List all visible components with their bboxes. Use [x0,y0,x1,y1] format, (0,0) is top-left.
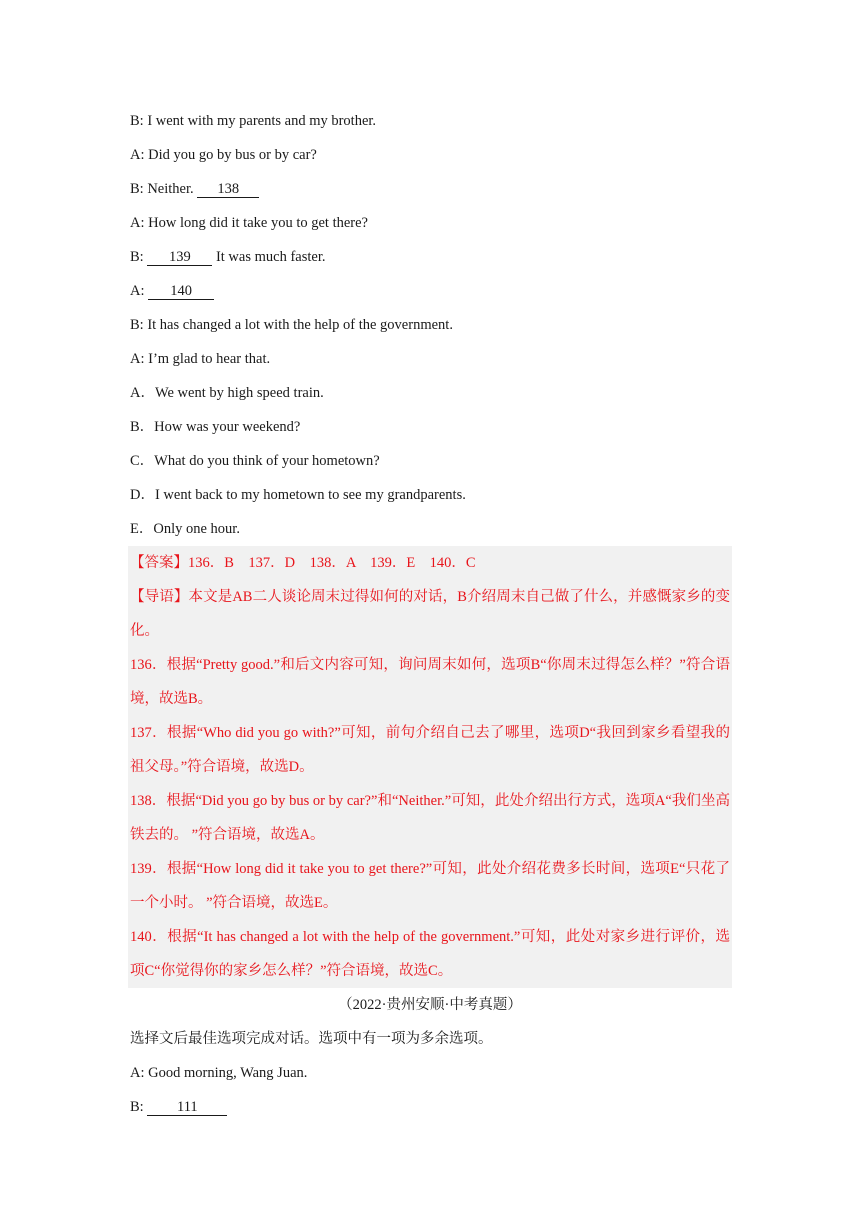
blank-139: 139 [147,249,212,266]
dialogue-line-111: B: 111 [130,1090,730,1124]
option-d: D．I went back to my hometown to see my grandparents. [130,487,466,503]
explanation-137: 137．根据“Who did you go with?”可知，前句介绍自己去了哪里，选项D“我回到家乡看望我的祖父母。”符合语境，故选D。 [130,725,730,775]
explanation-136: 136．根据“Pretty good.”和后文内容可知，询问周末如何，选项B“你周末过得怎么样？”符合语境，故选B。 [130,657,730,707]
dialogue-line: A: How long did it take you to get there? [130,215,368,231]
dialogue-line: B: I went with my parents and my brother. [130,113,377,129]
option-a: A．We went by high speed train. [130,385,324,401]
blank-138: 138 [197,181,259,198]
dialogue-line: A: I’m glad to hear that. [130,351,271,367]
option-e: E．Only one hour. [130,521,240,537]
dialogue-line-140: A: 140 [130,274,730,308]
explanation-138: 138．根据“Did you go by bus or by car?”和“Neither.”可知，此处介绍出行方式，选项A“我们坐高铁去的。 ”符合语境，故选A。 [130,793,730,843]
explanation-140: 140．根据“It has changed a lot with the help of the government.”可知，此处对家乡进行评价，选项C“你觉得你的家乡怎么样？”符合语境，故选C。 [130,929,730,979]
instruction-text: 选择文后最佳选项完成对话。选项中有一项为多余选项。 [130,1031,493,1047]
dialogue-line-139: B: 139 It was much faster. [130,249,326,265]
guide-text: 【导语】本文是AB二人谈论周末过得如何的对话，B介绍周末自己做了什么，并感慨家乡的变化。 [130,589,730,639]
dialogue-line: A: Did you go by bus or by car? [130,147,317,163]
answer-section [128,546,732,988]
option-b: B．How was your weekend? [130,419,301,435]
blank-140: 140 [148,283,214,300]
blank-111: 111 [147,1099,227,1116]
explanation-139: 139．根据“How long did it take you to get there?”可知，此处介绍花费多长时间，选项E“只花了一个小时。 ”符合语境，故选E。 [130,861,730,911]
document-page [130,104,730,1124]
dialogue-line-138: B: Neither. 138 [130,172,730,206]
question-source: （2022·贵州安顺·中考真题） [338,997,522,1013]
dialogue-line: A: Good morning, Wang Juan. [130,1065,308,1081]
answer-key: 【答案】136．B 137．D 138．A 139．E 140．C [130,555,476,571]
dialogue-line: B: It has changed a lot with the help of the government. [130,317,453,333]
option-c: C．What do you think of your hometown? [130,453,380,469]
